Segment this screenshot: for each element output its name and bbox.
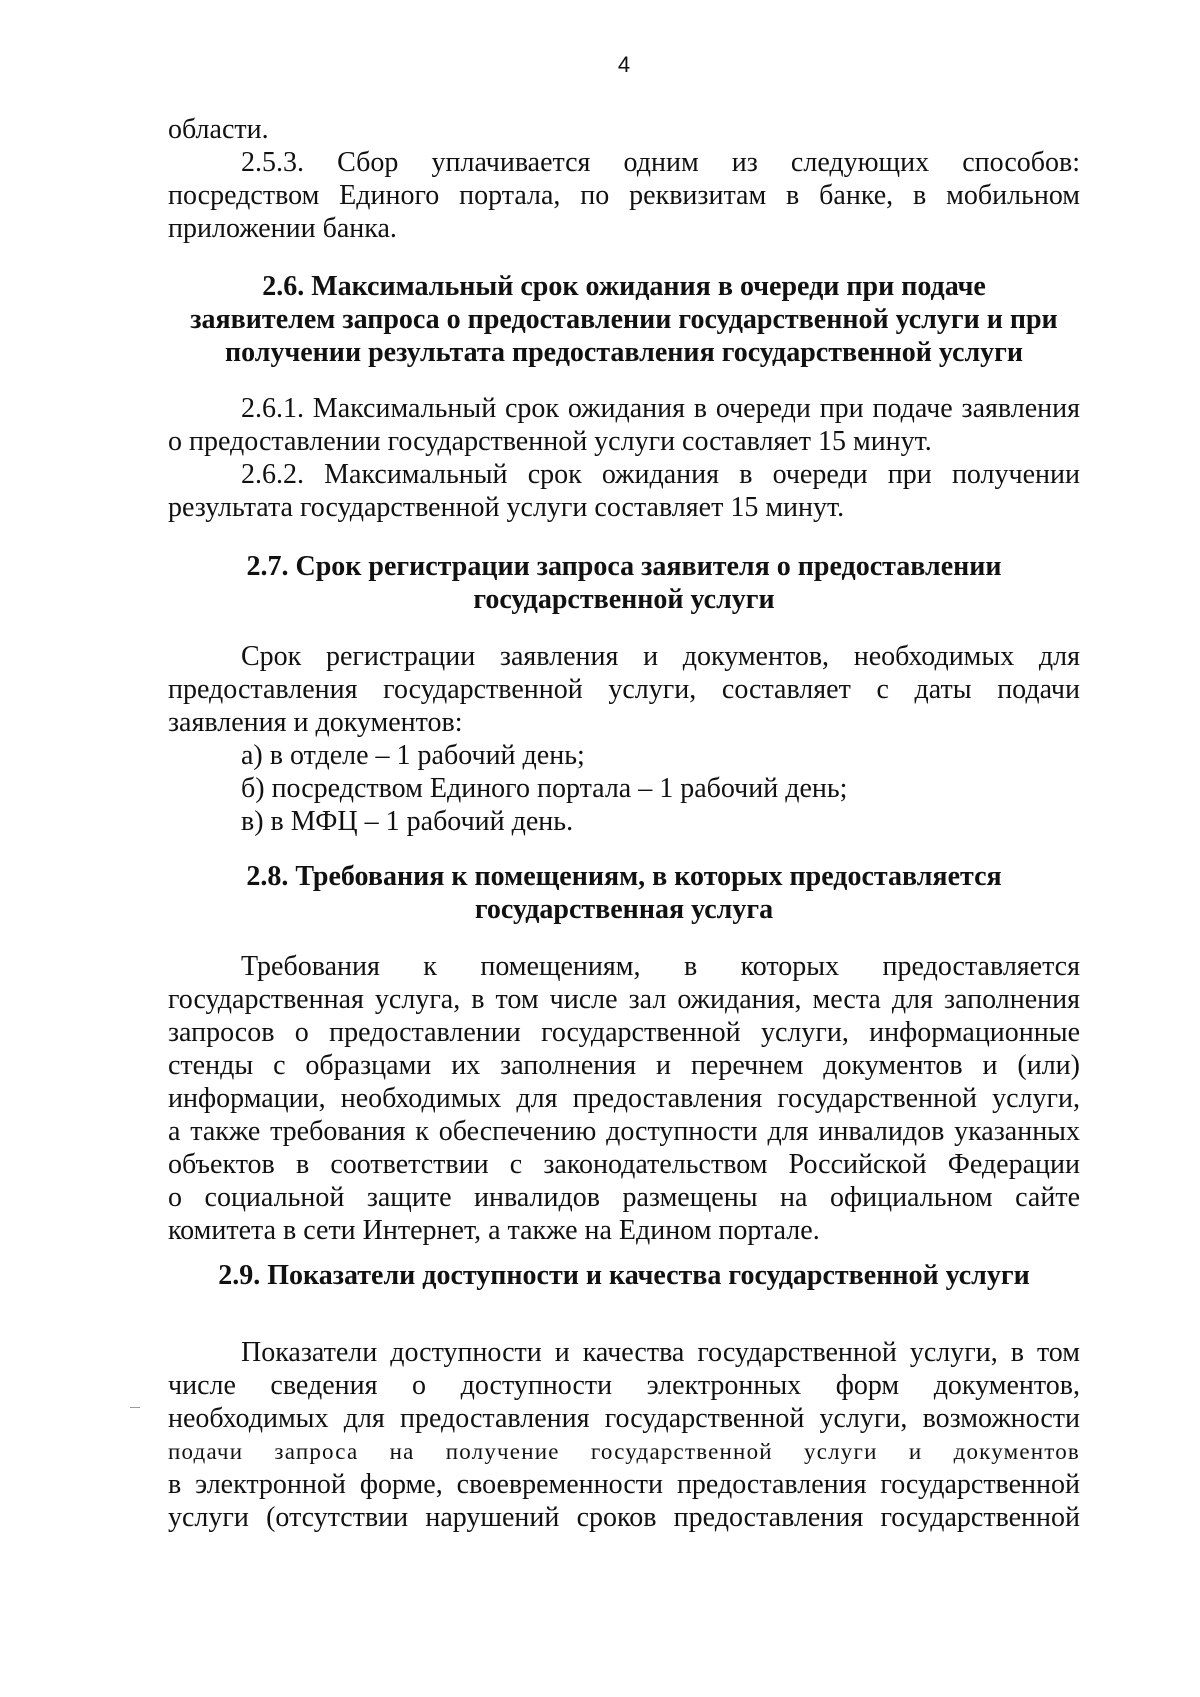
paragraph-2-9: Показатели доступности и качества государственной услуги, в том числе сведения о доступности электронных форм документов, необходимых для предоставления государственной услуги, возможности подачи запроса на получение государственной услуги и документов в электронной форме, своевременности предоставления государственной услуги (отсутствии нарушений сроков предоставления государственной [168, 1337, 1080, 1533]
list-item: б) посредством Единого портала – 1 рабочий день; [241, 773, 848, 804]
registration-terms-list [168, 739, 1080, 838]
list-item: а) в отделе – 1 рабочий день; [241, 740, 585, 771]
heading-2-6: 2.6. Максимальный срок ожидания в очереди при подаче заявителем запроса о предоставлении государственной услуги и при получении результата предоставления государственной услуги [190, 271, 1058, 368]
paragraph-2-7: Срок регистрации заявления и документов, необходимых для предоставления государственной услуги, составляет с даты подачи заявления и документов: [168, 641, 1080, 738]
paragraph-2-6-1: 2.6.1. Максимальный срок ожидания в очереди при подаче заявления о предоставлении государственной услуги составляет 15 минут. [168, 393, 1080, 457]
heading-2-8: 2.8. Требования к помещениям, в которых предоставляется государственная услуга [246, 861, 1002, 925]
heading-2-7: 2.7. Срок регистрации запроса заявителя о предоставлении государственной услуги [246, 551, 1002, 615]
paragraph-2-8: Требования к помещениям, в которых предоставляется государственная услуга, в том числе зал ожидания, места для заполнения запросов о предоставлении государственной услуги, информационные стенды с образцами их заполнения и перечнем документов и (или) информации, необходимых для предоставления государственной услуги, а также требования к обеспечению доступности для инвалидов указанных объектов в соответствии с законодательством Российской Федерации о социальной защите инвалидов размещены на официальном сайте комитета в сети Интернет, а также на Едином портале. [168, 951, 1080, 1246]
paragraph-2-6-2: 2.6.2. Максимальный срок ожидания в очереди при получении результата государственной услуги составляет 15 минут. [168, 459, 1080, 523]
document-page: 4 области. 2.5.3. Сбор уплачивается одним из следующих способов: посредством Единого портала, по реквизитам в банке, в мобильном приложении банка. 2.6. Максимальный срок ожидания в очереди при подаче заявителем запроса о предоставлении государственной услуги и при получении результата предоставления государственной услуги 2.6.1. Максимальный срок ожидания в очереди при подаче заявления о предоставлении государственной услуги составляет 15 минут. 2.6.2. Максимальный срок ожидания в очереди при получении результата государственной услуги составляет 15 минут. 2.7. Срок регистрации запроса заявителя о предоставлении государственной услуги Срок регистрации заявления и документов, необходимых для предоставления государственной услуги, составляет с даты подачи заявления и документов: а) в отделе – 1 рабочий день; б) посредством Единого портала – 1 рабочий день; в) в МФЦ – 1 рабочий день. 2.8. Требования к помещениям, в которых предоставляется государственная услуга Требования к помещениям, в которых предоставляется государственная услуга, в том числе зал ожидания, места для заполнения запросов о предоставлении государственной услуги, информационные стенды с образцами их заполнения и перечнем документов и (или) информации, необходимых для предоставления государственной услуги, а также требования к обеспечению доступности для инвалидов указанных объектов в соответствии с законодательством Российской Федерации о социальной защите инвалидов размещены на официальном сайте комитета в сети Интернет, а также на Едином портале. 2.9. Показатели доступности и качества государственной услуги Показатели доступности и качества государственной услуги, в том числе сведения о доступности электронных форм документов, необходимых для предоставления государственной услуги, возможности подачи запроса на получение государственной услуги и документов в электронной форме, своевременности предоставления государственной услуги (отсутствии нарушений сроков предоставления государственной [168, 52, 1080, 1533]
heading-2-9: 2.9. Показатели доступности и качества государственной услуги [218, 1260, 1030, 1291]
paragraph-2-5-3: 2.5.3. Сбор уплачивается одним из следующих способов: посредством Единого портала, по реквизитам в банке, в мобильном приложении банка. [168, 147, 1080, 244]
paragraph-continuation: области. [168, 114, 269, 145]
list-item: в) в МФЦ – 1 рабочий день. [241, 806, 574, 837]
margin-mark [130, 1407, 140, 1408]
